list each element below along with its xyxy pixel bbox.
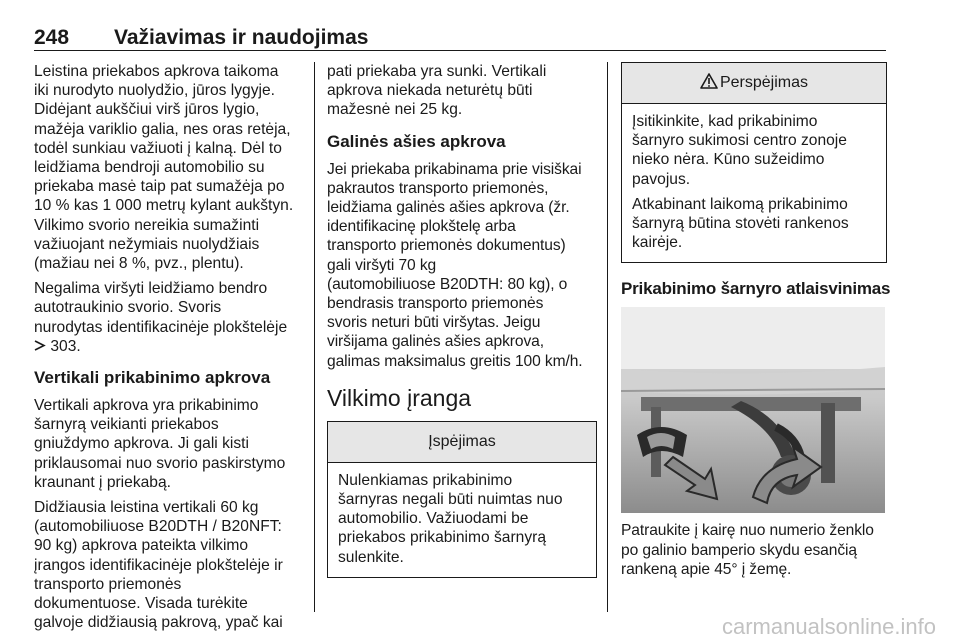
- paragraph-rear-axle: Jei priekaba prikabinama prie visiškai pakrautos transporto priemonės, leidžiama galinės ašies apkrova (žr. identifikacinę plokštelę arba transporto priemonės dokumentus) gali viršyti 70 kg (automobiliuose B20DTH: 80 kg), o bendrasis transporto priemonės svoris neturi būti viršytas. Jeigu viršijama galinės ašies apkrova, galimas maksimalus greitis 100 km/h.: [327, 160, 583, 370]
- paragraph-release-instructions: Patraukite į kairę nuo numerio ženklo po galinio bamperio skydu esančią rankeną apie 45° į žemę.: [621, 522, 874, 578]
- paragraph-gross-weight: Negalima viršyti leidžiamo bendro autotraukinio svorio. Svoris nurodytas identifikacinėje plokštelėje 303.: [34, 280, 288, 355]
- paragraph-altitude: Leistina priekabos apkrova taikoma iki nurodyto nuolydžio, jūros lygyje. Didėjant aukščiui virš jūros lygio, mažėja variklio galia, nes oras retėja, todėl sunkiau važiuoti į kalną. Dėl to leidžiama bendroji automobilio su priekaba masė taip pat sumažėja po 10 % kas 1 000 metrų kylant aukštyn. Vilkimo svorio nereikia sumažinti važiuojant nežymiais nuolydžiais (mažiau nei 8 %, pvz., plentu).: [34, 63, 294, 273]
- notice-title: Įspėjimas: [328, 422, 596, 463]
- tow-hitch-photo: [621, 307, 885, 513]
- paragraph-vertical-min: pati priekaba yra sunki. Vertikali apkrova niekada neturėtų būti mažesnė nei 25 kg.: [327, 63, 547, 119]
- chapter-title: Važiavimas ir naudojimas: [114, 26, 369, 49]
- column-1: [34, 62, 304, 638]
- page-number: 248: [34, 26, 70, 49]
- watermark: carmanualsonline.info: [721, 614, 936, 639]
- warning-title: Perspėjimas: [719, 74, 809, 91]
- heading-release: Prikabinimo šarnyro atlaisvinimas: [621, 279, 891, 299]
- warning-triangle-icon: [700, 73, 718, 89]
- warning-box: [621, 62, 887, 263]
- page-header: [34, 20, 886, 51]
- paragraph-vertical-max: Didžiausia leistina vertikali 60 kg (automobiliuose B20DTH / B20NFT: 90 kg) apkrova pateikta vilkimo įrangos identifikacinėje plokštelėje ir transporto priemonės dokumentuose. Visada turėkite galvoje didžiausią pakrovą, ypač kai: [34, 499, 283, 632]
- heading-towing-equipment: Vilkimo įranga: [327, 384, 472, 411]
- page-reference-link[interactable]: 303.: [34, 338, 81, 355]
- warning-header: [622, 63, 886, 104]
- notice-box: [327, 421, 597, 578]
- paragraph-vertical-definition: Vertikali apkrova yra prikabinimo šarnyrą veikianti priekabos gniuždymo apkrova. Ji gali kisti priklausomai nuo svorio paskirstymo kraunant į priekabą.: [34, 397, 286, 491]
- heading-rear-axle-load: Galinės ašies apkrova: [327, 131, 506, 151]
- column-2: [327, 62, 597, 578]
- arrow-reference-icon: [34, 339, 46, 352]
- heading-vertical-load: Vertikali prikabinimo apkrova: [34, 368, 271, 388]
- notice-body: Nulenkiamas prikabinimo šarnyras negali būti nuimtas nuo automobilio. Važiuodami be priekabos prikabinimo šarnyrą sulenkite.: [338, 471, 563, 566]
- column-divider: [607, 62, 608, 612]
- warning-body: Įsitikinkite, kad prikabinimo šarnyro sukimosi centro zonoje nieko nėra. Kūno sužeidimo pavojus. Atkabinant laikomą prikabinimo šarnyrą būtina stovėti rankenos kairėje.: [632, 113, 849, 252]
- column-divider: [314, 62, 315, 612]
- tow-hitch-illustration: [621, 307, 885, 513]
- column-3: [621, 62, 891, 585]
